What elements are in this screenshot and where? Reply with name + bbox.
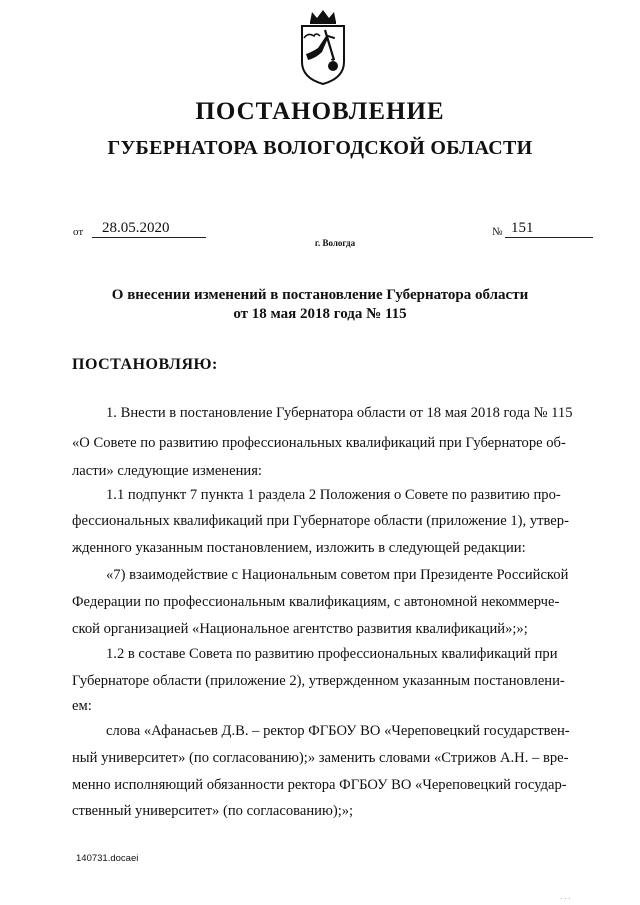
body-line: менно исполняющий обязанности ректора ФГБОУ ВО «Череповецкий государ- [72, 777, 567, 793]
subject-line: от 18 мая 2018 года № 115 [233, 306, 407, 322]
number-label: № [492, 226, 503, 238]
body-line: Федерации по профессиональным квалификациям, с автономной некоммерче- [72, 594, 560, 610]
file-code: 140731.docaei [76, 853, 139, 864]
body-line: ласти» следующие изменения: [72, 463, 262, 479]
body-line: ской организацией «Национальное агентство развития квалификаций»;»; [72, 621, 528, 637]
body-line: «О Совете по развитию профессиональных квалификаций при Губернаторе об- [72, 435, 566, 451]
body-line: ный университет» (по согласованию);» заменить словами «Стрижов А.Н. – вре- [72, 750, 569, 766]
scan-mark: · · · [560, 895, 571, 903]
subject-line: О внесении изменений в постановление Губернатора области [111, 287, 529, 303]
body-line: ем: [72, 698, 92, 714]
city-name: г. Вологда [314, 238, 356, 248]
document-issuer: ГУБЕРНАТОРА ВОЛОГОДСКОЙ ОБЛАСТИ [107, 137, 533, 159]
body-line: слова «Афанасьев Д.В. – ректор ФГБОУ ВО «Череповецкий государствен- [106, 723, 570, 739]
body-line: 1.2 в составе Совета по развитию профессиональных квалификаций при [106, 646, 558, 662]
body-line: 1.1 подпункт 7 пункта 1 раздела 2 Положения о Совете по развитию про- [106, 487, 561, 503]
document-title: ПОСТАНОВЛЕНИЕ [195, 98, 445, 125]
body-line: 1. Внести в постановление Губернатора области от 18 мая 2018 года № 115 [106, 405, 573, 421]
vologda-coat-of-arms-icon [298, 8, 348, 86]
document-date: 28.05.2020 [92, 220, 206, 238]
body-line: Губернаторе области (приложение 2), утвержденном указанным постановлени- [72, 673, 565, 689]
body-line: ственный университет» (по согласованию);»; [72, 803, 354, 819]
document-number: 151 [505, 220, 593, 238]
body-line: фессиональных квалификаций при Губернаторе области (приложение 1), утвер- [72, 513, 569, 529]
body-line: «7) взаимодействие с Национальным советом при Президенте Российской [106, 567, 569, 583]
document-subject [0, 286, 640, 324]
date-label: от [73, 226, 84, 238]
body-line: жденного указанным постановлением, изложить в следующей редакции: [72, 540, 526, 556]
decree-word: ПОСТАНОВЛЯЮ: [72, 356, 218, 373]
